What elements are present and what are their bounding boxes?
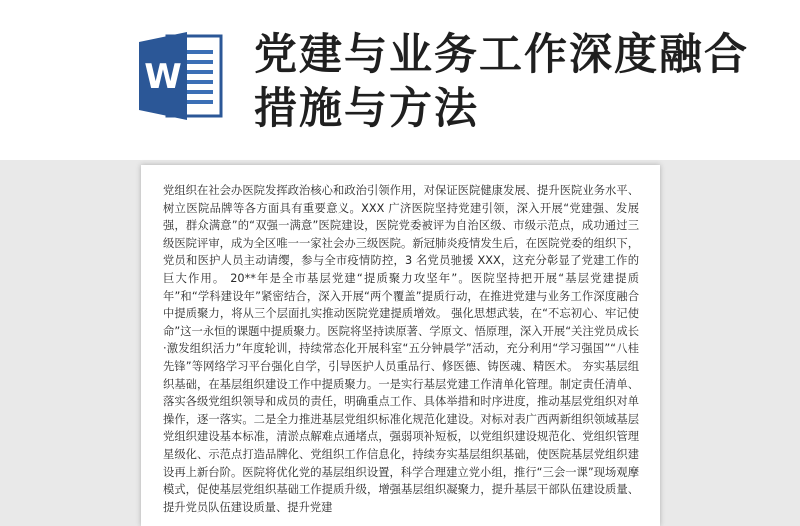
word-document-icon [137, 30, 223, 122]
document-body: 党组织在社会办医院发挥政治核心和政治引领作用，对保证医院健康发展、提升医院业务水平、树立医院品牌等各方面具有重要意义。XXX 广济医院坚持党建引领，深入开展“党建强、发展强，群众满意”的“双强一满意”医院建设，医院党委被评为自治区级、市级示范点，成功通过三级医院评审，成为全区唯一一家社会办三级医院。新冠肺炎疫情发生后，在医院党委的组织下，党员和医护人员主动请缨，参与全市疫情防控，3 名党员驰援 XXX，这充分彰显了党建工作的巨大作用。 20**年是全市基层党建“提质聚力攻坚年”。医院坚持把开展“基层党建提质年”和“学科建设年”紧密结合，深入开展“两个覆盖”提质行动，在推进党建与业务工作深度融合中提质聚力，将从三个层面扎实推动医院党建提质增效。 强化思想武装，在“不忘初心、牢记使命”这一永恒的课题中提质聚力。医院将坚持读原著、学原文、悟原理，深入开展“关注党员成长·激发组织活力”年度轮训，持续常态化开展科室“五分钟晨学”活动，充分利用“学习强国”“八桂先锋”等网络学习平台强化自学，引导医护人员重品行、修医德、铸医魂、精医术。 夯实基层组织基础，在基层组织建设工作中提质聚力。一是实行基层党建工作清单化管理。制定责任清单、落实各级党组织领导和成员的责任，明确重点工作、具体举措和时序进度，推动基层党组织对单操作，逐一落实。二是全力推进基层党组织标准化规范化建设。对标对表广西两新组织领域基层党组织建设基本标准，清淤点解难点通堵点，强弱项补短板，以党组织建设规范化、党组织管理星级化、示范点打造品牌化、党组织工作信息化，持续夯实基层组织基础，使医院基层党组织建设再上新台阶。医院将优化党的基层组织设置，科学合理建立党小组，推行“三会一课”现场观摩模式，促使基层党组织基础工作提质升级，增强基层组织凝聚力，提升基层干部队伍建设质量、提升党员队伍建设质量、提升党建 [163, 184, 639, 514]
header [0, 0, 800, 160]
word-letter: W [144, 57, 182, 97]
document-page [141, 165, 660, 526]
document-title: 党建与业务工作深度融合措施与方法 [254, 30, 749, 134]
